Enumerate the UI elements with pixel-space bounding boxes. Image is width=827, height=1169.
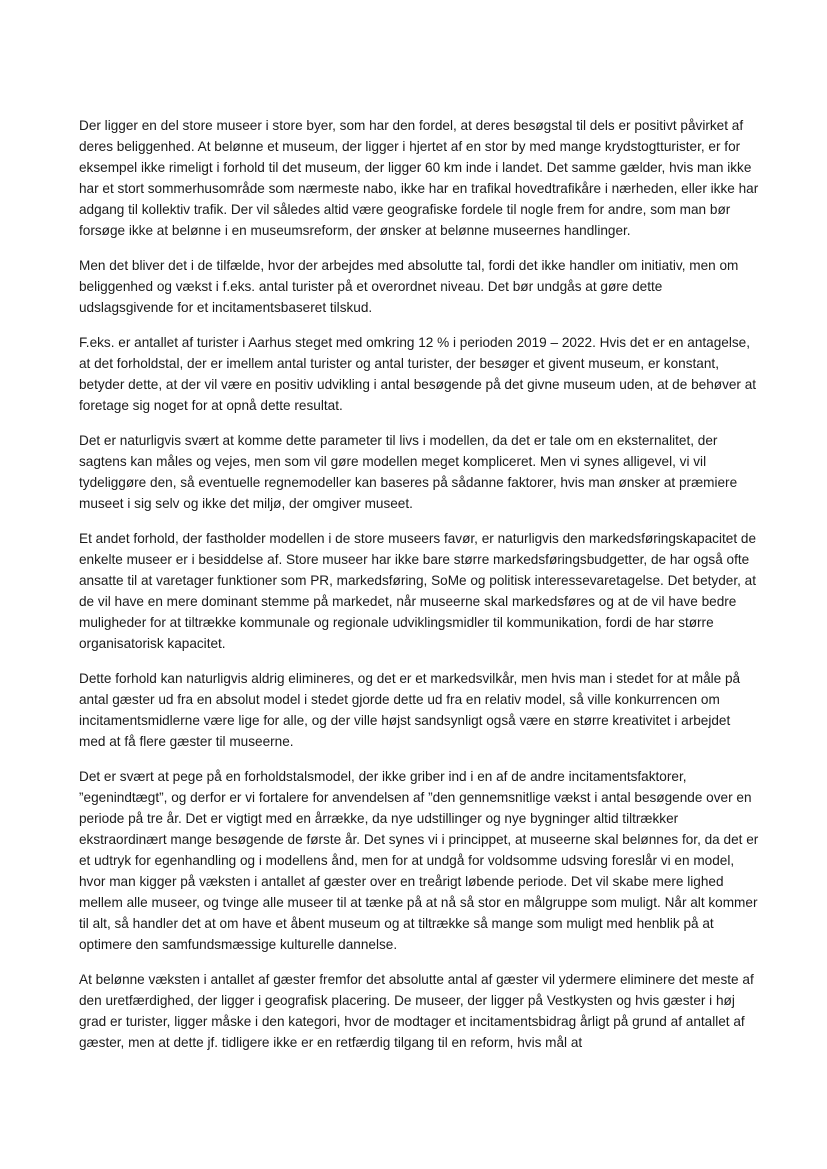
- paragraph-2: Men det bliver det i de tilfælde, hvor der arbejdes med absolutte tal, fordi det ikke handler om initiativ, men om beliggenhed og vækst i f.eks. antal turister på et overordnet niveau. Det bør undgås at gøre dette udslagsgivende for et incitamentsbaseret tilskud.: [79, 258, 739, 315]
- paragraph-5: Et andet forhold, der fastholder modellen i de store museers favør, er naturligvis den markedsføringskapacitet de enkelte museer er i besiddelse af. Store museer har ikke bare større markedsføringsbudgetter, de har også ofte ansatte til at varetager funktioner som PR, markedsføring, SoMe og politisk interessevaretagelse. Det betyder, at de vil have en mere dominant stemme på markedet, når museerne skal markedsføres og at de vil have bedre muligheder for at tiltrække kommunale og regionale udviklingsmidler til kommunikation, fordi de har større organisatorisk kapacitet.: [79, 531, 757, 651]
- paragraph-6: Dette forhold kan naturligvis aldrig elimineres, og det er et markedsvilkår, men hvis man i stedet for at måle på antal gæster ud fra en absolut model i stedet gjorde dette ud fra en relativ model, så ville konkurrencen om incitamentsmidlerne være lige for alle, og der ville højst sandsynligt også være en større kreativitet i arbejdet med at få flere gæster til museerne.: [79, 671, 741, 749]
- paragraph-1: Der ligger en del store museer i store byer, som har den fordel, at deres besøgstal til dels er positivt påvirket af deres beliggenhed. At belønne et museum, der ligger i hjertet af en stor by med mange krydstogtturister, er for eksempel ikke rimeligt i forhold til det museum, der ligger 60 km inde i landet. Det samme gælder, hvis man ikke har et stort sommerhusområde som nærmeste nabo, ikke har en trafikal hovedtrafikåre i nærheden, eller ikke har adgang til kollektiv trafik. Der vil således altid være geografiske fordele til nogle frem for andre, som man bør forsøge ikke at belønne i en museumsreform, der ønsker at belønne museernes handlinger.: [79, 118, 759, 238]
- paragraph-3: F.eks. er antallet af turister i Aarhus steget med omkring 12 % i perioden 2019 – 2022. Hvis det er en antagelse, at det forholdstal, der er imellem antal turister og antal turister, der besøger et givent museum, er konstant, betyder dette, at der vil være en positiv udvikling i antal besøgende på det givne museum uden, at de behøver at foretage sig noget for at opnå dette resultat.: [79, 335, 757, 413]
- paragraph-7: Det er svært at pege på en forholdstalsmodel, der ikke griber ind i en af de andre incitamentsfaktorer, ”egenindtægt”, og derfor er vi fortalere for anvendelsen af ”den gennemsnitlige vækst i antal besøgende over en periode på tre år. Det er vigtigt med en årrække, da nye udstillinger og nye bygninger altid tiltrækker ekstraordinært mange besøgende de første år. Det synes vi i princippet, at museerne skal belønnes for, da det er et udtryk for egenhandling og i modellens ånd, men for at undgå for voldsomme udsving foreslår vi en model, hvor man kigger på væksten i antallet af gæster over en treårigt løbende periode. Det vil skabe mere lighed mellem alle museer, og tvinge alle museer til at tænke på at nå så stor en målgruppe som muligt. Når alt kommer til alt, så handler det at om have et åbent museum og at tiltrække så mange som muligt med henblik på at optimere den samfundsmæssige kulturelle dannelse.: [79, 769, 759, 952]
- paragraph-8: At belønne væksten i antallet af gæster fremfor det absolutte antal af gæster vil ydermere eliminere det meste af den uretfærdighed, der ligger i geografisk placering. De museer, der ligger på Vestkysten og hvis gæster i høj grad er turister, ligger måske i den kategori, hvor de modtager et incitamentsbidrag årligt på grund af antallet af gæster, men at dette jf. tidligere ikke er en retfærdig tilgang til en reform, hvis mål at: [79, 972, 754, 1050]
- paragraph-4: Det er naturligvis svært at komme dette parameter til livs i modellen, da det er tale om en eksternalitet, der sagtens kan måles og vejes, men som vil gøre modellen meget kompliceret. Men vi synes alligevel, vi vil tydeliggøre den, så eventuelle regnemodeller kan baseres på sådanne faktorer, hvis man ønsker at præmiere museet i sig selv og ikke det miljø, der omgiver museet.: [79, 433, 738, 511]
- document-body: [79, 115, 759, 1067]
